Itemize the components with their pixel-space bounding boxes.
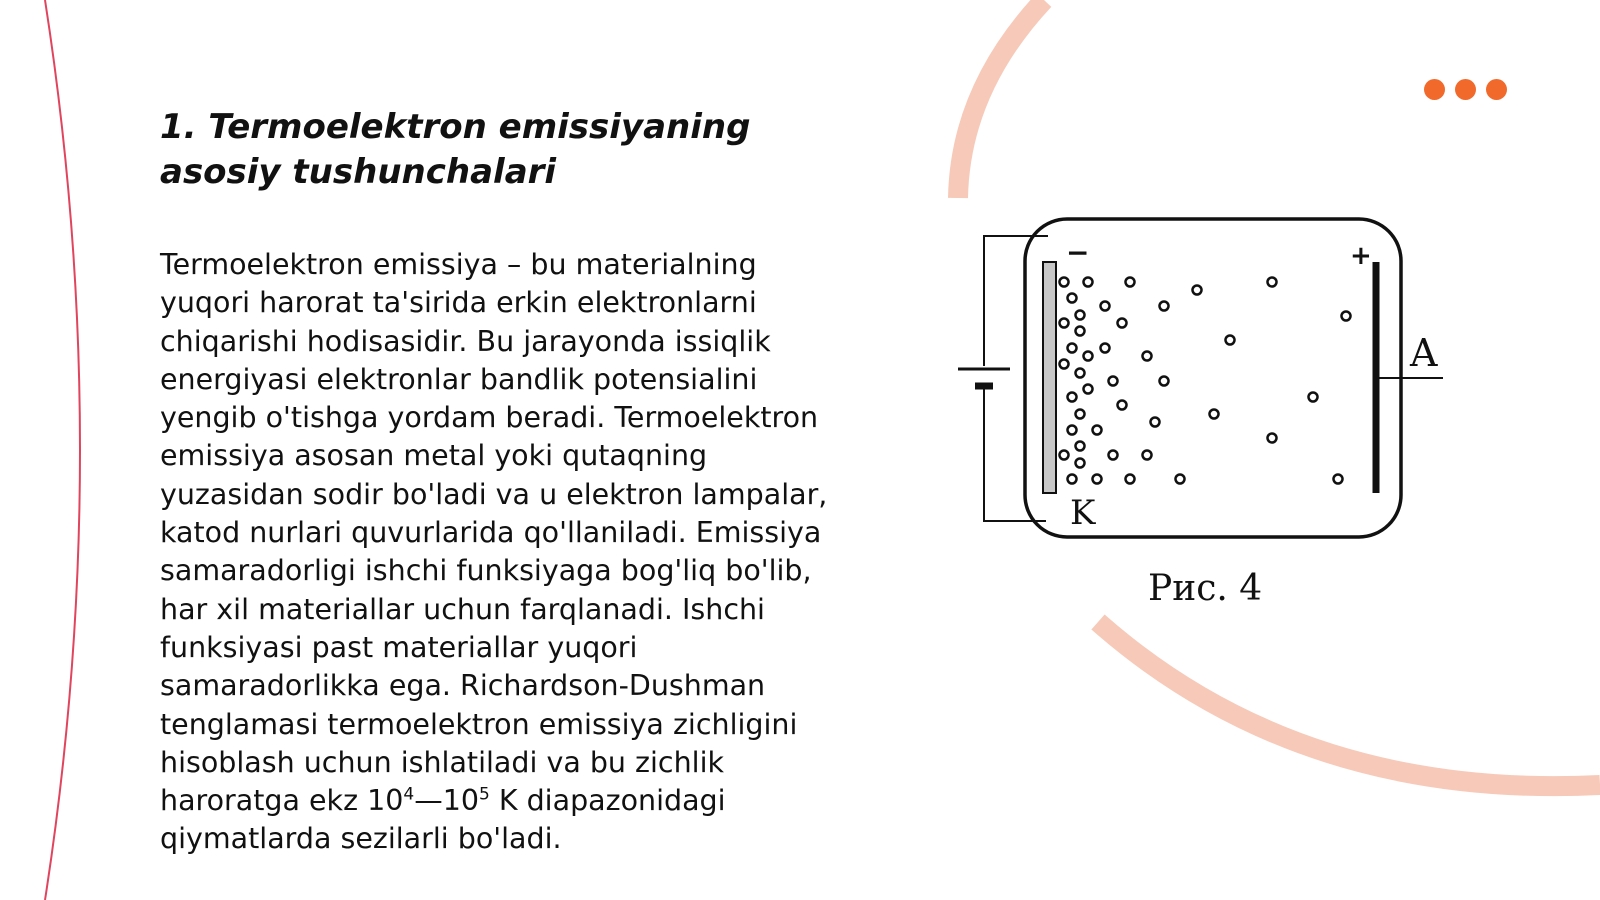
dot-2	[1455, 79, 1476, 100]
electron	[1309, 393, 1318, 402]
circuit-wire-top	[984, 236, 1048, 366]
electron	[1193, 286, 1202, 295]
electron	[1076, 327, 1085, 336]
electron	[1060, 278, 1069, 287]
electron	[1109, 377, 1118, 386]
anode-label: A	[1410, 331, 1438, 375]
electron	[1268, 434, 1277, 443]
dots-decoration	[1424, 79, 1507, 100]
electron	[1060, 451, 1069, 460]
electron	[1060, 360, 1069, 369]
slide-body	[160, 246, 840, 859]
electron	[1160, 302, 1169, 311]
electron	[1101, 302, 1110, 311]
dot-3	[1486, 79, 1507, 100]
cathode-plate	[1043, 262, 1056, 493]
electron	[1068, 344, 1077, 353]
body-end-text: K diapazonidagi qiymatlarda sezilarli bo'ladi.	[160, 784, 726, 856]
electron	[1068, 393, 1077, 402]
plus-label: +	[1350, 241, 1372, 271]
electron	[1076, 369, 1085, 378]
electron	[1076, 442, 1085, 451]
range-exp-2: 5	[478, 784, 490, 805]
electron	[1084, 385, 1093, 394]
electron	[1068, 426, 1077, 435]
circuit-wire-bottom	[984, 384, 1046, 521]
electron	[1101, 344, 1110, 353]
electron	[1126, 278, 1135, 287]
electron	[1160, 377, 1169, 386]
electron	[1068, 294, 1077, 303]
electron	[1068, 475, 1077, 484]
body-main-text: Termoelektron emissiya – bu materialning yuqori harorat ta'sirida erkin elektronlarni chiqarishi hodisasidir. Bu jarayonda issiqlik energiyasi elektronlar bandlik potensialini yengib o'tishga yordam beradi. Termoelektron emissiya asosan metal yoki qutaqning yuzasidan sodir bo'ladi va u elektron lampalar, katod nurlari quvurlarida qo'llaniladi. Emissiya samaradorligi ishchi funksiyaga bog'liq bo'lib, har xil materiallar uchun farqlanadi. Ishchi funksiyasi past materiallar yuqori samaradorlikka ega. Richardson-Dushman tenglamasi termoelektron emissiya zichligini hisoblash uchun ishlatiladi va bu zichlik haroratga ekz	[160, 248, 828, 818]
electron	[1151, 418, 1160, 427]
slide-title: 1. Termoelektron emissiyaning asosiy tushunchalari	[160, 107, 751, 192]
figure-caption: Рис. 4	[1148, 568, 1263, 609]
range-exp-1: 4	[403, 784, 415, 805]
electron	[1118, 319, 1127, 328]
range-dash: —	[414, 784, 443, 818]
electron	[1126, 475, 1135, 484]
range-base-2: 10	[442, 784, 479, 818]
electron	[1076, 311, 1085, 320]
electron	[1226, 336, 1235, 345]
electron	[1210, 410, 1219, 419]
top-peach-arc	[958, 0, 1044, 198]
electron	[1093, 475, 1102, 484]
minus-label: −	[1066, 236, 1090, 269]
electron	[1109, 451, 1118, 460]
electron	[1118, 401, 1127, 410]
electron	[1143, 451, 1152, 460]
bottom-peach-arc	[1098, 622, 1600, 786]
electron	[1076, 410, 1085, 419]
range-base-1: 10	[367, 784, 404, 818]
electron	[1342, 312, 1351, 321]
thermionic-diode-diagram	[940, 200, 1460, 620]
electron	[1143, 352, 1152, 361]
electron	[1084, 278, 1093, 287]
left-red-curve	[45, 0, 80, 900]
electron	[1176, 475, 1185, 484]
dot-1	[1424, 79, 1445, 100]
electron	[1084, 352, 1093, 361]
electron	[1268, 278, 1277, 287]
electron	[1334, 475, 1343, 484]
electron	[1093, 426, 1102, 435]
electron	[1060, 319, 1069, 328]
electron-cloud	[1060, 278, 1351, 484]
electron	[1076, 459, 1085, 468]
cathode-label: K	[1070, 493, 1096, 533]
